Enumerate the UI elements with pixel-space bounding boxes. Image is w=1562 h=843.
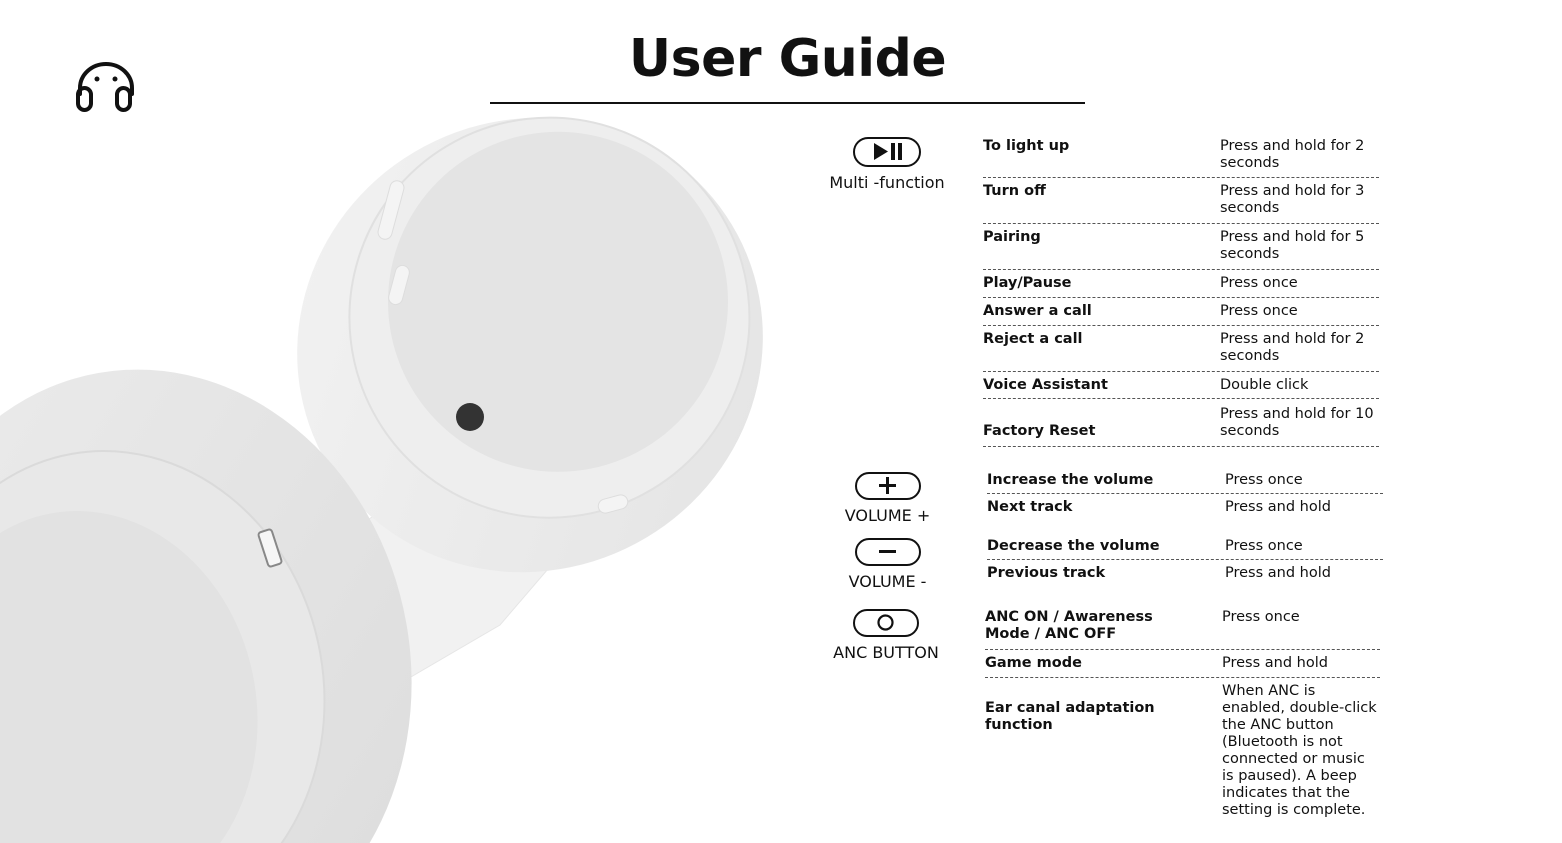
operation-cell: Press once (1220, 303, 1298, 319)
action-cell: Answer a call (983, 303, 1092, 319)
play-pause-icon (853, 137, 921, 167)
action-cell: ANC ON / Awareness Mode / ANC OFF (985, 609, 1153, 642)
table-row (983, 178, 1379, 224)
volume-down-table (987, 537, 1383, 600)
table-row (983, 372, 1379, 399)
table-row (983, 399, 1379, 447)
table-row (983, 326, 1379, 372)
action-cell: Reject a call (983, 331, 1083, 347)
table-row (987, 471, 1383, 494)
action-cell: Next track (987, 499, 1073, 515)
operation-cell: Press and hold (1225, 565, 1331, 581)
multi-function-button-group (820, 137, 954, 192)
volume-up-button-group (830, 472, 945, 525)
title-divider (490, 102, 1085, 104)
table-row (983, 224, 1379, 270)
plus-icon (855, 472, 921, 500)
page-title: User Guide (628, 29, 947, 89)
operation-cell: Press once (1225, 538, 1303, 554)
table-row (983, 137, 1379, 178)
operation-cell: Press and hold for 2 seconds (1220, 138, 1365, 171)
anc-button-group (822, 609, 950, 662)
operation-cell: Press and hold for 2 seconds (1220, 331, 1365, 364)
table-row (987, 560, 1383, 600)
volume-up-table (987, 471, 1383, 534)
anc-table (985, 608, 1380, 828)
action-cell: Game mode (985, 655, 1082, 671)
operation-cell: Press and hold (1222, 655, 1328, 671)
table-row (985, 678, 1380, 828)
operation-cell: Press once (1225, 472, 1303, 488)
multi-function-label: Multi -function (829, 173, 945, 192)
operation-cell: Press once (1222, 609, 1300, 625)
operation-cell: Press and hold for 3 seconds (1220, 183, 1365, 216)
headphones-product-image (0, 105, 800, 843)
action-cell: Factory Reset (983, 423, 1096, 439)
table-row (983, 270, 1379, 298)
action-cell: Play/Pause (983, 275, 1072, 291)
action-cell: Increase the volume (987, 472, 1154, 488)
volume-up-label: VOLUME + (844, 506, 931, 525)
action-cell: Decrease the volume (987, 538, 1160, 554)
action-cell: To light up (983, 138, 1070, 154)
operation-cell: Press once (1220, 275, 1298, 291)
operation-cell: Press and hold for 5 seconds (1220, 229, 1365, 262)
operation-cell: Press and hold for 10 seconds (1220, 406, 1374, 439)
action-cell: Ear canal adaptation function (985, 700, 1155, 733)
operation-cell: Double click (1220, 377, 1309, 393)
table-row (983, 298, 1379, 326)
table-row (985, 650, 1380, 678)
table-row (987, 537, 1383, 560)
action-cell: Turn off (983, 183, 1046, 199)
multi-function-table (983, 137, 1379, 447)
table-row (985, 608, 1380, 650)
circle-icon (853, 609, 919, 637)
operation-cell: When ANC is enabled, double-click the ANC button (Bluetooth is not connected or music is paused). A beep indicates that the setting is complete. (1222, 683, 1377, 818)
anc-button-label: ANC BUTTON (833, 643, 939, 662)
minus-icon (855, 538, 921, 566)
table-row (987, 494, 1383, 534)
operation-cell: Press and hold (1225, 499, 1331, 515)
action-cell: Previous track (987, 565, 1106, 581)
action-cell: Voice Assistant (983, 377, 1108, 393)
volume-down-button-group (830, 538, 945, 591)
action-cell: Pairing (983, 229, 1041, 245)
volume-down-label: VOLUME - (848, 572, 927, 591)
